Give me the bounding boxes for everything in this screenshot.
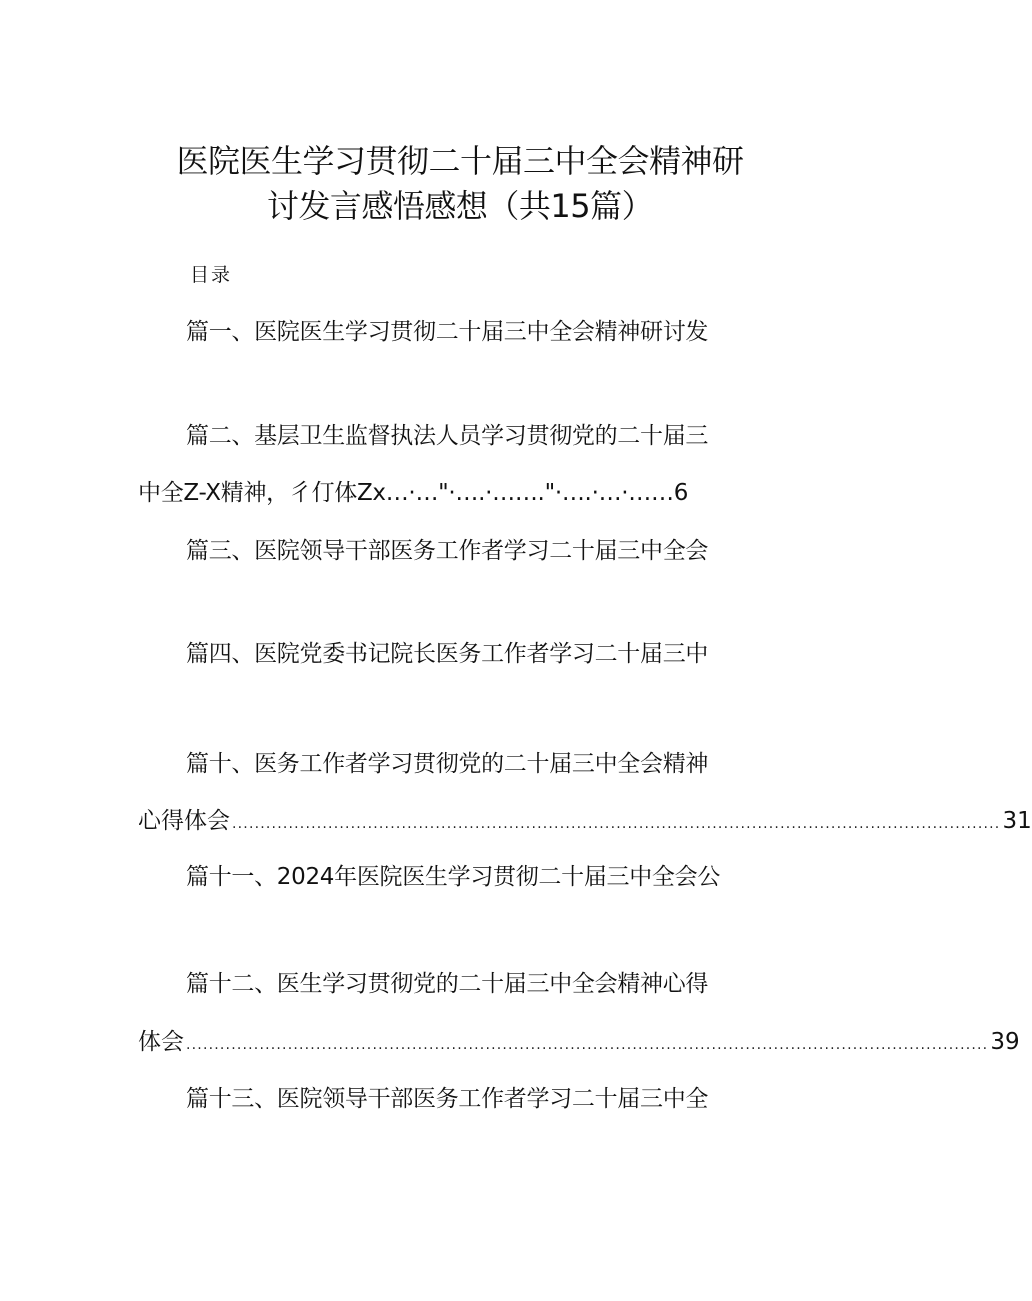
toc-entry-10-line-1: 篇十、医务工作者学习贯彻党的二十届三中全会精神 (186, 751, 709, 777)
leader-dots: ........................................................................................................................................ (232, 816, 1001, 832)
toc-entry-2-line-2: 中全Z-X精神，彳仃体Zx…·…"·….·……."·….·…·……6 (138, 480, 689, 506)
toc-entry-1: 篇一、医院医生学习贯彻二十届三中全会精神研讨发 (186, 319, 709, 345)
toc-entry-4: 篇四、医院党委书记院长医务工作者学习二十届三中 (186, 641, 709, 667)
toc-entry-11: 篇十一、2024年医院医生学习贯彻二十届三中全会公 (186, 864, 721, 890)
toc-entry-12-page: 39 (990, 1029, 1020, 1055)
document-title-line-2: 讨发言感悟感想（共15篇） (266, 187, 654, 225)
toc-entry-12-text: 体会 (138, 1029, 184, 1055)
toc-entry-2-line-1: 篇二、基层卫生监督执法人员学习贯彻党的二十届三 (186, 423, 709, 449)
toc-entry-3: 篇三、医院领导干部医务工作者学习二十届三中全会 (186, 538, 709, 564)
toc-entry-12-line-1: 篇十二、医生学习贯彻党的二十届三中全会精神心得 (186, 971, 709, 997)
toc-entry-10-page: 31 (1002, 808, 1032, 834)
toc-entry-10-text: 心得体会 (138, 808, 230, 834)
toc-entry-13: 篇十三、医院领导干部医务工作者学习二十届三中全 (186, 1086, 709, 1112)
toc-entry-12-line-2 (138, 1023, 1020, 1056)
document-title-line-1: 医院医生学习贯彻二十届三中全会精神研 (176, 142, 744, 180)
toc-entry-10-line-2 (138, 802, 1032, 835)
toc-heading: 目录 (190, 264, 233, 286)
leader-dots: .............................................................................................................................................. (186, 1037, 989, 1053)
